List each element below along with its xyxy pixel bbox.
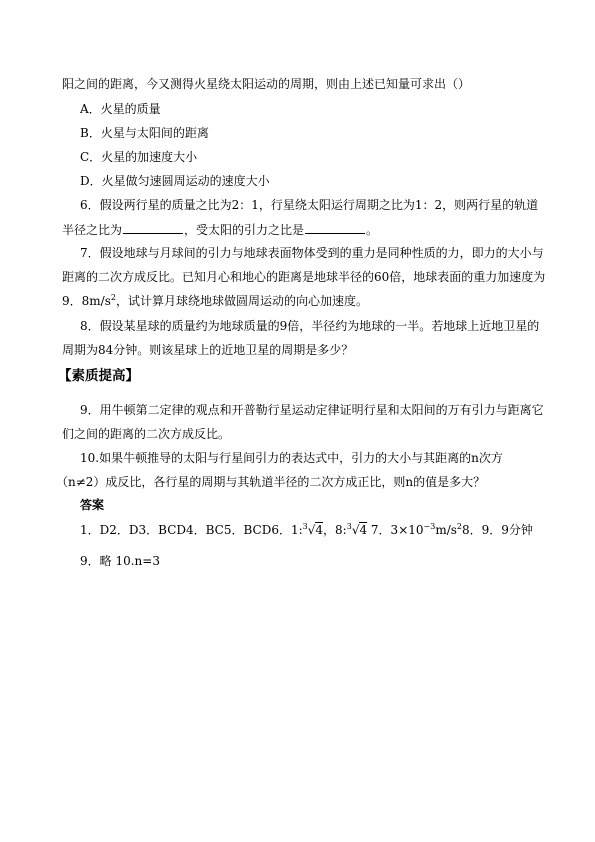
question-10-line2: （n≠2）成反比，各行星的周期与其轨道半径的二次方成正比，则n的值是多大？ bbox=[56, 475, 486, 489]
option-a: A．火星的质量 bbox=[80, 102, 161, 116]
question-9-line2: 们之间的距离的二次方成反比。 bbox=[62, 427, 231, 441]
cube-root-1: $^3$√4 bbox=[302, 522, 324, 537]
answers-text-e: 8．9．9分钟 bbox=[462, 523, 533, 537]
answers-exponent-1: −3 bbox=[423, 522, 436, 531]
option-b: B．火星与太阳间的距离 bbox=[80, 126, 209, 140]
answers-text-b: ，8: bbox=[323, 523, 347, 537]
question-10-line1: 10.如果牛顿推导的太阳与行星间引力的表达式中，引力的大小与其距离的n次方 bbox=[80, 451, 503, 465]
q7-exponent: 2 bbox=[110, 293, 116, 302]
q6-text-c: 。 bbox=[366, 223, 379, 237]
answers-line2: 9．略 10.n=3 bbox=[80, 554, 160, 568]
answer-blank-2[interactable] bbox=[305, 221, 365, 234]
q7-value: 9．8m/s bbox=[62, 294, 111, 308]
question-7-line2: 距离的二次方成反比。已知月心和地心的距离是地球半径的60倍，地球表面的重力加速度为 bbox=[62, 270, 546, 284]
answers-text-a: 1．D2．D3．BCD4．BC5．BCD6．1: bbox=[80, 523, 303, 537]
radicand-1: 4 bbox=[315, 523, 324, 537]
answers-text-c: 7．3×10 bbox=[367, 523, 424, 537]
option-d: D．火星做匀速圆周运动的速度大小 bbox=[80, 174, 270, 188]
root-index-2: 3 bbox=[346, 522, 352, 531]
question-6-line2 bbox=[62, 221, 378, 238]
question-8-line1: 8．假设某星球的质量约为地球质量的9倍，半径约为地球的一半。若地球上近地卫星的 bbox=[80, 319, 540, 333]
section-heading: 【素质提高】 bbox=[58, 368, 139, 384]
cube-root-2: $^3$√4 bbox=[346, 522, 368, 537]
q7-text: ，试计算月球绕地球做圆周运动的向心加速度。 bbox=[115, 294, 368, 308]
answers-line1 bbox=[80, 522, 533, 538]
option-c: C．火星的加速度大小 bbox=[80, 150, 198, 164]
question-7-line1: 7．假设地球与月球间的引力与地球表面物体受到的重力是同种性质的力，即力的大小与 bbox=[80, 246, 544, 260]
intro-line: 阳之间的距离，今又测得火星绕太阳运动的周期，则由上述已知量可求出（） bbox=[62, 77, 471, 91]
answers-heading: 答案 bbox=[80, 498, 105, 512]
answers-text-d: m/s bbox=[435, 523, 457, 537]
q6-text-b: ，受太阳的引力之比是 bbox=[184, 223, 305, 237]
q6-text-a: 半径之比为 bbox=[62, 223, 123, 237]
answers-exponent-2: 2 bbox=[456, 522, 463, 531]
question-8-line2: 周期为84分钟。则该星球上的近地卫星的周期是多少？ bbox=[62, 343, 354, 357]
radicand-2: 4 bbox=[359, 523, 368, 537]
question-9-line1: 9．用牛顿第二定律的观点和开普勒行星运动定律证明行星和太阳间的万有引力与距离它 bbox=[80, 403, 544, 417]
answer-blank-1[interactable] bbox=[123, 221, 183, 234]
root-index-1: 3 bbox=[302, 522, 308, 531]
question-7-line3 bbox=[62, 293, 368, 309]
question-6-line1: 6．假设两行星的质量之比为2：1，行星绕太阳运行周期之比为1：2，则两行星的轨道 bbox=[80, 198, 539, 212]
